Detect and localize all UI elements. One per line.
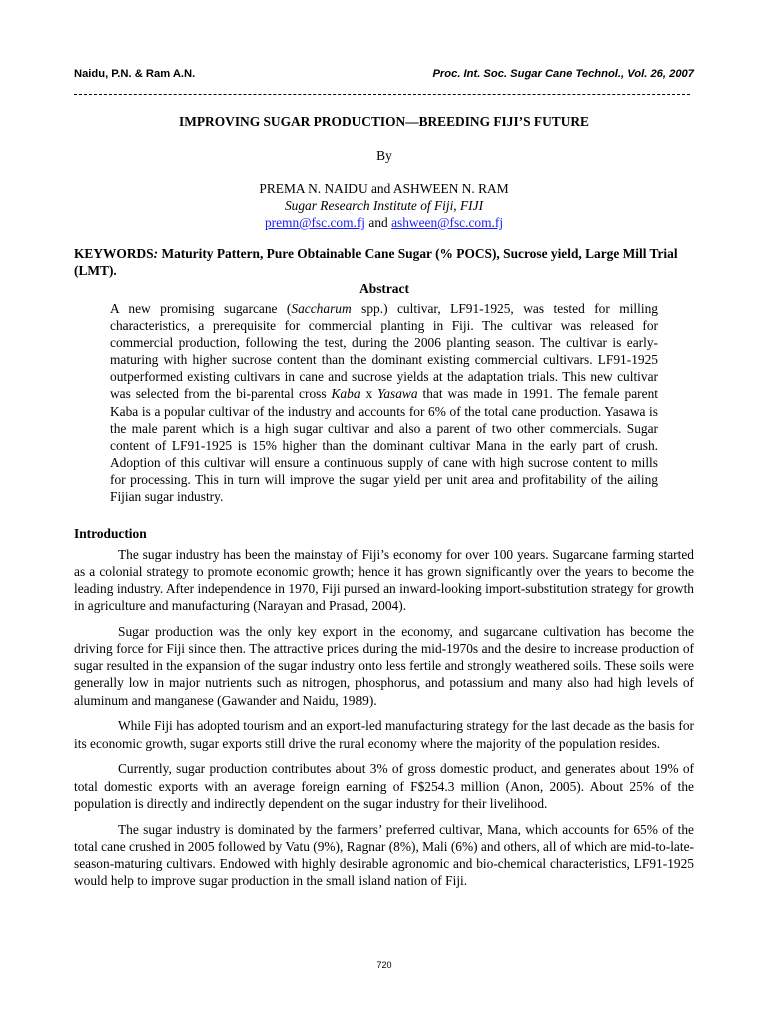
- page-number: 720: [376, 960, 392, 970]
- abstract-text-4: that was made in 1991. The female parent Kaba is a popular cultivar of the industry and accounts for 6% of the total cane production. Yasawa is the male parent which is a high sugar cultivar and also a parent of two other commercials. Sugar content of LF91-1925 is 15% higher than the dominant cultivar Mana in the early part of crush. Adoption of this cultivar will ensure a continuous supply of cane with high sucrose content to mills for processing. This in turn will improve the sugar yield per unit area and profitability of the ailing Fijian sugar industry.: [110, 386, 658, 505]
- keywords-colon: :: [153, 246, 159, 261]
- header-rule: [74, 94, 690, 95]
- introduction-body: [74, 546, 694, 898]
- intro-paragraph: While Fiji has adopted tourism and an export-led manufacturing strategy for the last decade as the basis for its economic growth, sugar exports still drive the rural economy where the majority of the population resides.: [74, 718, 694, 751]
- author-institute: Sugar Research Institute of Fiji, FIJI: [284, 198, 484, 213]
- abstract-italic-saccharum: Saccharum: [291, 301, 352, 316]
- keywords-text: Maturity Pattern, Pure Obtainable Cane Sugar (% POCS), Sucrose yield, Large Mill Trial (LMT).: [74, 246, 678, 278]
- intro-paragraph: Currently, sugar production contributes about 3% of gross domestic product, and generates about 19% of total domestic exports with an average foreign earning of F$254.3 million (Anon, 2005). About 25% of the population is directly and indirectly dependent on the sugar industry for their livelihood.: [74, 761, 694, 811]
- author-block: [0, 180, 768, 231]
- author-names: PREMA N. NAIDU and ASHWEEN N. RAM: [259, 181, 509, 196]
- email-link-ram[interactable]: ashween@fsc.com.fj: [391, 215, 504, 230]
- paper-title: IMPROVING SUGAR PRODUCTION—BREEDING FIJI’S FUTURE: [179, 114, 589, 129]
- abstract-text-2: spp.) cultivar, LF91-1925, was tested for milling characteristics, a prerequisite for commercial planting in Fiji. The cultivar was released for commercial production, following the test, during the 2006 planting season. The cultivar is early-maturing with higher sucrose content than the dominant existing commercial cultivars. LF91-1925 outperformed existing cultivars in cane and sucrose yields at the adaptation trials. This new cultivar was selected from the bi-parental cross: [110, 301, 658, 402]
- abstract-text-3: x: [360, 386, 378, 402]
- header-authors: Naidu, P.N. & Ram A.N.: [74, 68, 196, 80]
- abstract-italic-kaba: Kaba: [331, 386, 361, 402]
- intro-paragraph: Sugar production was the only key export in the economy, and sugarcane cultivation has become the driving force for Fiji since then. The attractive prices during the mid-1970s and the desire to increase production of sugar resulted in the expansion of the sugar industry onto less fertile and strongly weathered soils. These soils were generally low in major nutrients such as nitrogen, phosphorus, and potassium and many also had high levels of aluminum and manganese (Gawander and Naidu, 1989).: [74, 624, 694, 708]
- by-line: By: [376, 148, 392, 163]
- abstract-heading: Abstract: [359, 281, 409, 296]
- introduction-heading: Introduction: [74, 526, 147, 541]
- email-link-naidu[interactable]: premn@fsc.com.fj: [264, 215, 366, 230]
- keywords-label: KEYWORDS: [74, 246, 154, 261]
- abstract-italic-yasawa: Yasawa: [377, 386, 418, 402]
- abstract-text-1: A new promising sugarcane (: [110, 301, 292, 316]
- email-separator: and: [365, 215, 392, 230]
- header-journal: Proc. Int. Soc. Sugar Cane Technol., Vol. 26, 2007: [432, 68, 694, 80]
- intro-paragraph: The sugar industry has been the mainstay of Fiji’s economy for over 100 years. Sugarcane farming started as a colonial strategy to promote economic growth; hence it has grown significantly over the years to become the leading industry. After independence in 1970, Fiji pursed an inward-looking import-substitution strategy for growth in agriculture and manufacturing (Narayan and Prasad, 2004).: [74, 547, 694, 614]
- keywords: [74, 245, 694, 279]
- author-emails: [0, 214, 768, 231]
- intro-paragraph: The sugar industry is dominated by the farmers’ preferred cultivar, Mana, which accounts for 65% of the total cane crushed in 2005 followed by Vatu (9%), Ragnar (8%), Mali (6%) and others, all of which are mid-to-late-season-maturing cultivars. Endowed with highly desirable agronomic and bio-chemical characteristics, LF91-1925 would help to improve sugar production in the small island nation of Fiji.: [74, 821, 694, 888]
- abstract-body: [110, 300, 658, 505]
